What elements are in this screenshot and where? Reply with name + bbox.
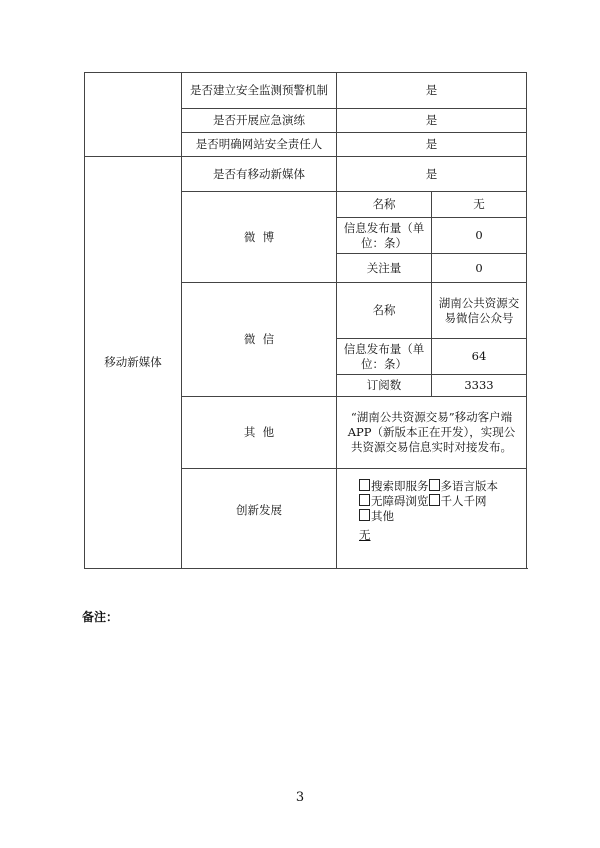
- checkbox-icon[interactable]: [359, 494, 370, 506]
- innovation-other-value: 无: [359, 528, 371, 542]
- other-label: 其 他: [182, 397, 337, 469]
- responsible-label: 是否明确网站安全责任人: [182, 133, 337, 157]
- weibo-name-label: 名称: [337, 192, 432, 218]
- weibo-label: 微 博: [182, 192, 337, 283]
- drill-value: 是: [337, 109, 527, 133]
- monitoring-value: 是: [337, 73, 527, 109]
- checkbox-icon[interactable]: [359, 479, 370, 491]
- wechat-posts-value: 64: [432, 339, 527, 375]
- option-label: 多语言版本: [440, 479, 498, 493]
- wechat-name-label: 名称: [337, 283, 432, 339]
- checkbox-icon[interactable]: [429, 479, 440, 491]
- weibo-followers-label: 关注量: [337, 254, 432, 283]
- blank-section-cell: [85, 73, 182, 157]
- wechat-posts-label: 信息发布量（单位：条）: [337, 339, 432, 375]
- option-other[interactable]: [359, 509, 394, 524]
- option-personalized[interactable]: [429, 494, 487, 509]
- option-label: 千人千网: [440, 494, 487, 508]
- option-label: 无障碍浏览: [371, 494, 429, 508]
- weibo-followers-value: 0: [432, 254, 527, 283]
- has-mobile-value: 是: [337, 157, 527, 192]
- option-multilingual[interactable]: [429, 479, 499, 494]
- weibo-posts-label: 信息发布量（单位：条）: [337, 218, 432, 254]
- option-label: 搜索即服务: [371, 479, 429, 493]
- innovation-label: 创新发展: [182, 469, 337, 569]
- has-mobile-label: 是否有移动新媒体: [182, 157, 337, 192]
- checkbox-icon[interactable]: [429, 494, 440, 506]
- report-table: [84, 72, 527, 569]
- wechat-subs-value: 3333: [432, 375, 527, 397]
- weibo-posts-value: 0: [432, 218, 527, 254]
- other-value: “湖南公共资源交易”移动客户端APP（新版本正在开发），实现公共资源交易信息实时对接发布。: [337, 397, 527, 469]
- option-accessibility[interactable]: [359, 494, 429, 509]
- innovation-options: [337, 469, 527, 569]
- option-label: 其他: [371, 509, 394, 523]
- checkbox-icon[interactable]: [359, 509, 370, 521]
- wechat-name-value: 湖南公共资源交易微信公众号: [432, 283, 527, 339]
- monitoring-label: 是否建立安全监测预警机制: [182, 73, 337, 109]
- notes-label: 备注：: [82, 610, 119, 624]
- option-search-service[interactable]: [359, 479, 429, 494]
- drill-label: 是否开展应急演练: [182, 109, 337, 133]
- wechat-subs-label: 订阅数: [337, 375, 432, 397]
- page-number: 3: [295, 790, 305, 805]
- mobile-section-label: 移动新媒体: [85, 157, 182, 569]
- responsible-value: 是: [337, 133, 527, 157]
- weibo-name-value: 无: [432, 192, 527, 218]
- wechat-label: 微 信: [182, 283, 337, 397]
